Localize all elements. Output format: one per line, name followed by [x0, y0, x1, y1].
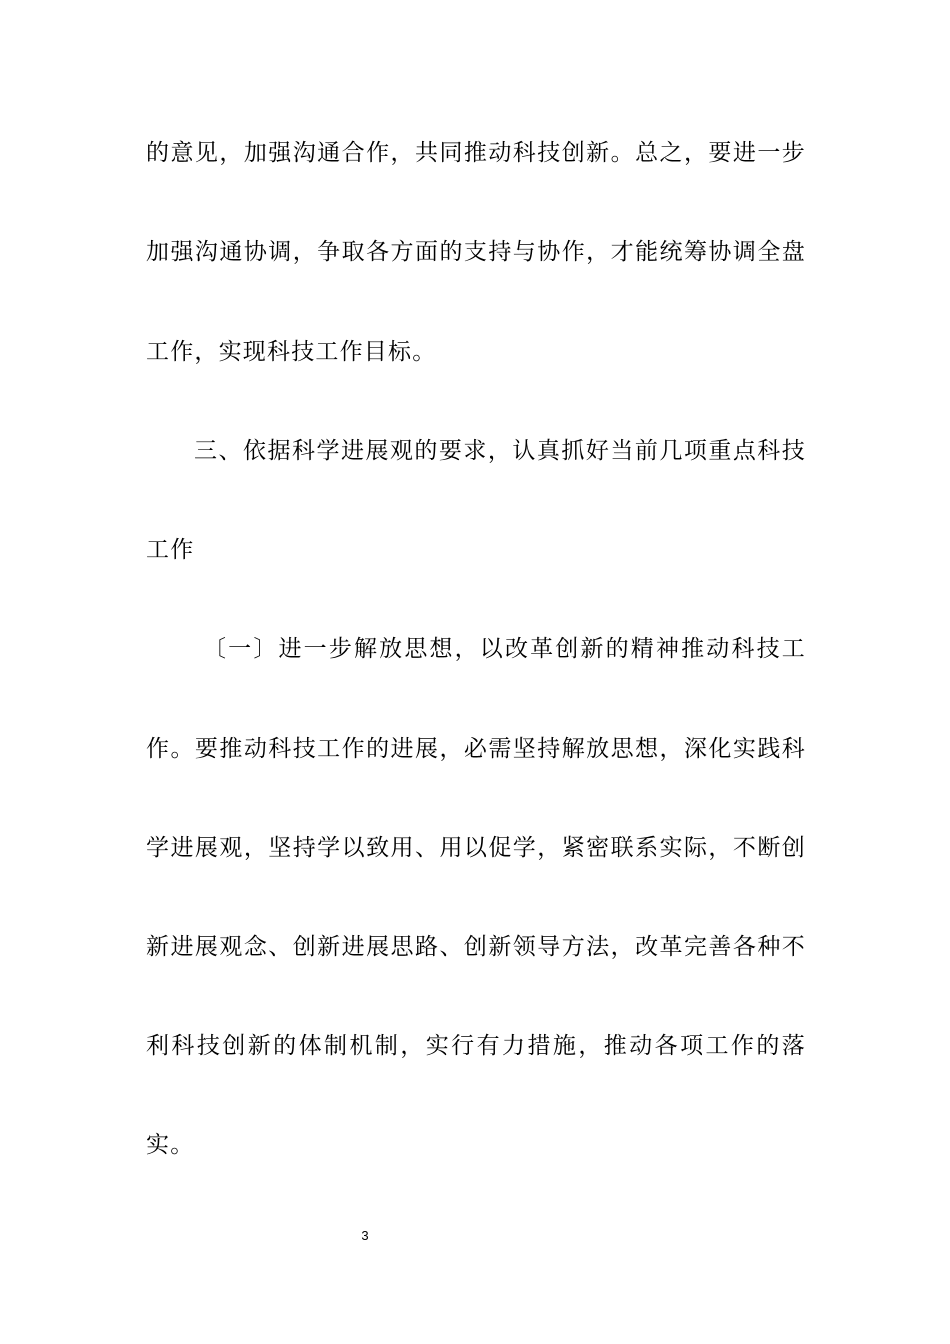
subsection-line-1: 〔一〕进一步解放思想，以改革创新的精神推动科技工 [203, 636, 806, 662]
subsection-line-5: 利科技创新的体制机制，实行有力措施，推动各项工作的落 [146, 1033, 806, 1059]
subsection-line-3: 学进展观，坚持学以致用、用以促学，紧密联系实际，不断创 [146, 835, 806, 861]
subsection-line-4: 新进展观念、创新进展思路、创新领导方法，改革完善各种不 [146, 934, 806, 960]
subsection-line-6: 实。 [146, 1132, 195, 1158]
subsection-line-2: 作。要推动科技工作的进展，必需坚持解放思想，深化实践科 [146, 736, 806, 762]
body-text-line-1: 的意见，加强沟通合作，共同推动科技创新。总之，要进一步 [146, 140, 806, 166]
section-heading-line-1: 三、依据科学进展观的要求，认真抓好当前几项重点科技 [194, 438, 806, 464]
section-heading-line-2: 工作 [146, 537, 195, 563]
body-text-line-2: 加强沟通协调，争取各方面的支持与协作，才能统筹协调全盘 [146, 239, 806, 265]
page-number: 3 [361, 1228, 369, 1243]
body-text-line-3: 工作，实现科技工作目标。 [146, 339, 437, 365]
